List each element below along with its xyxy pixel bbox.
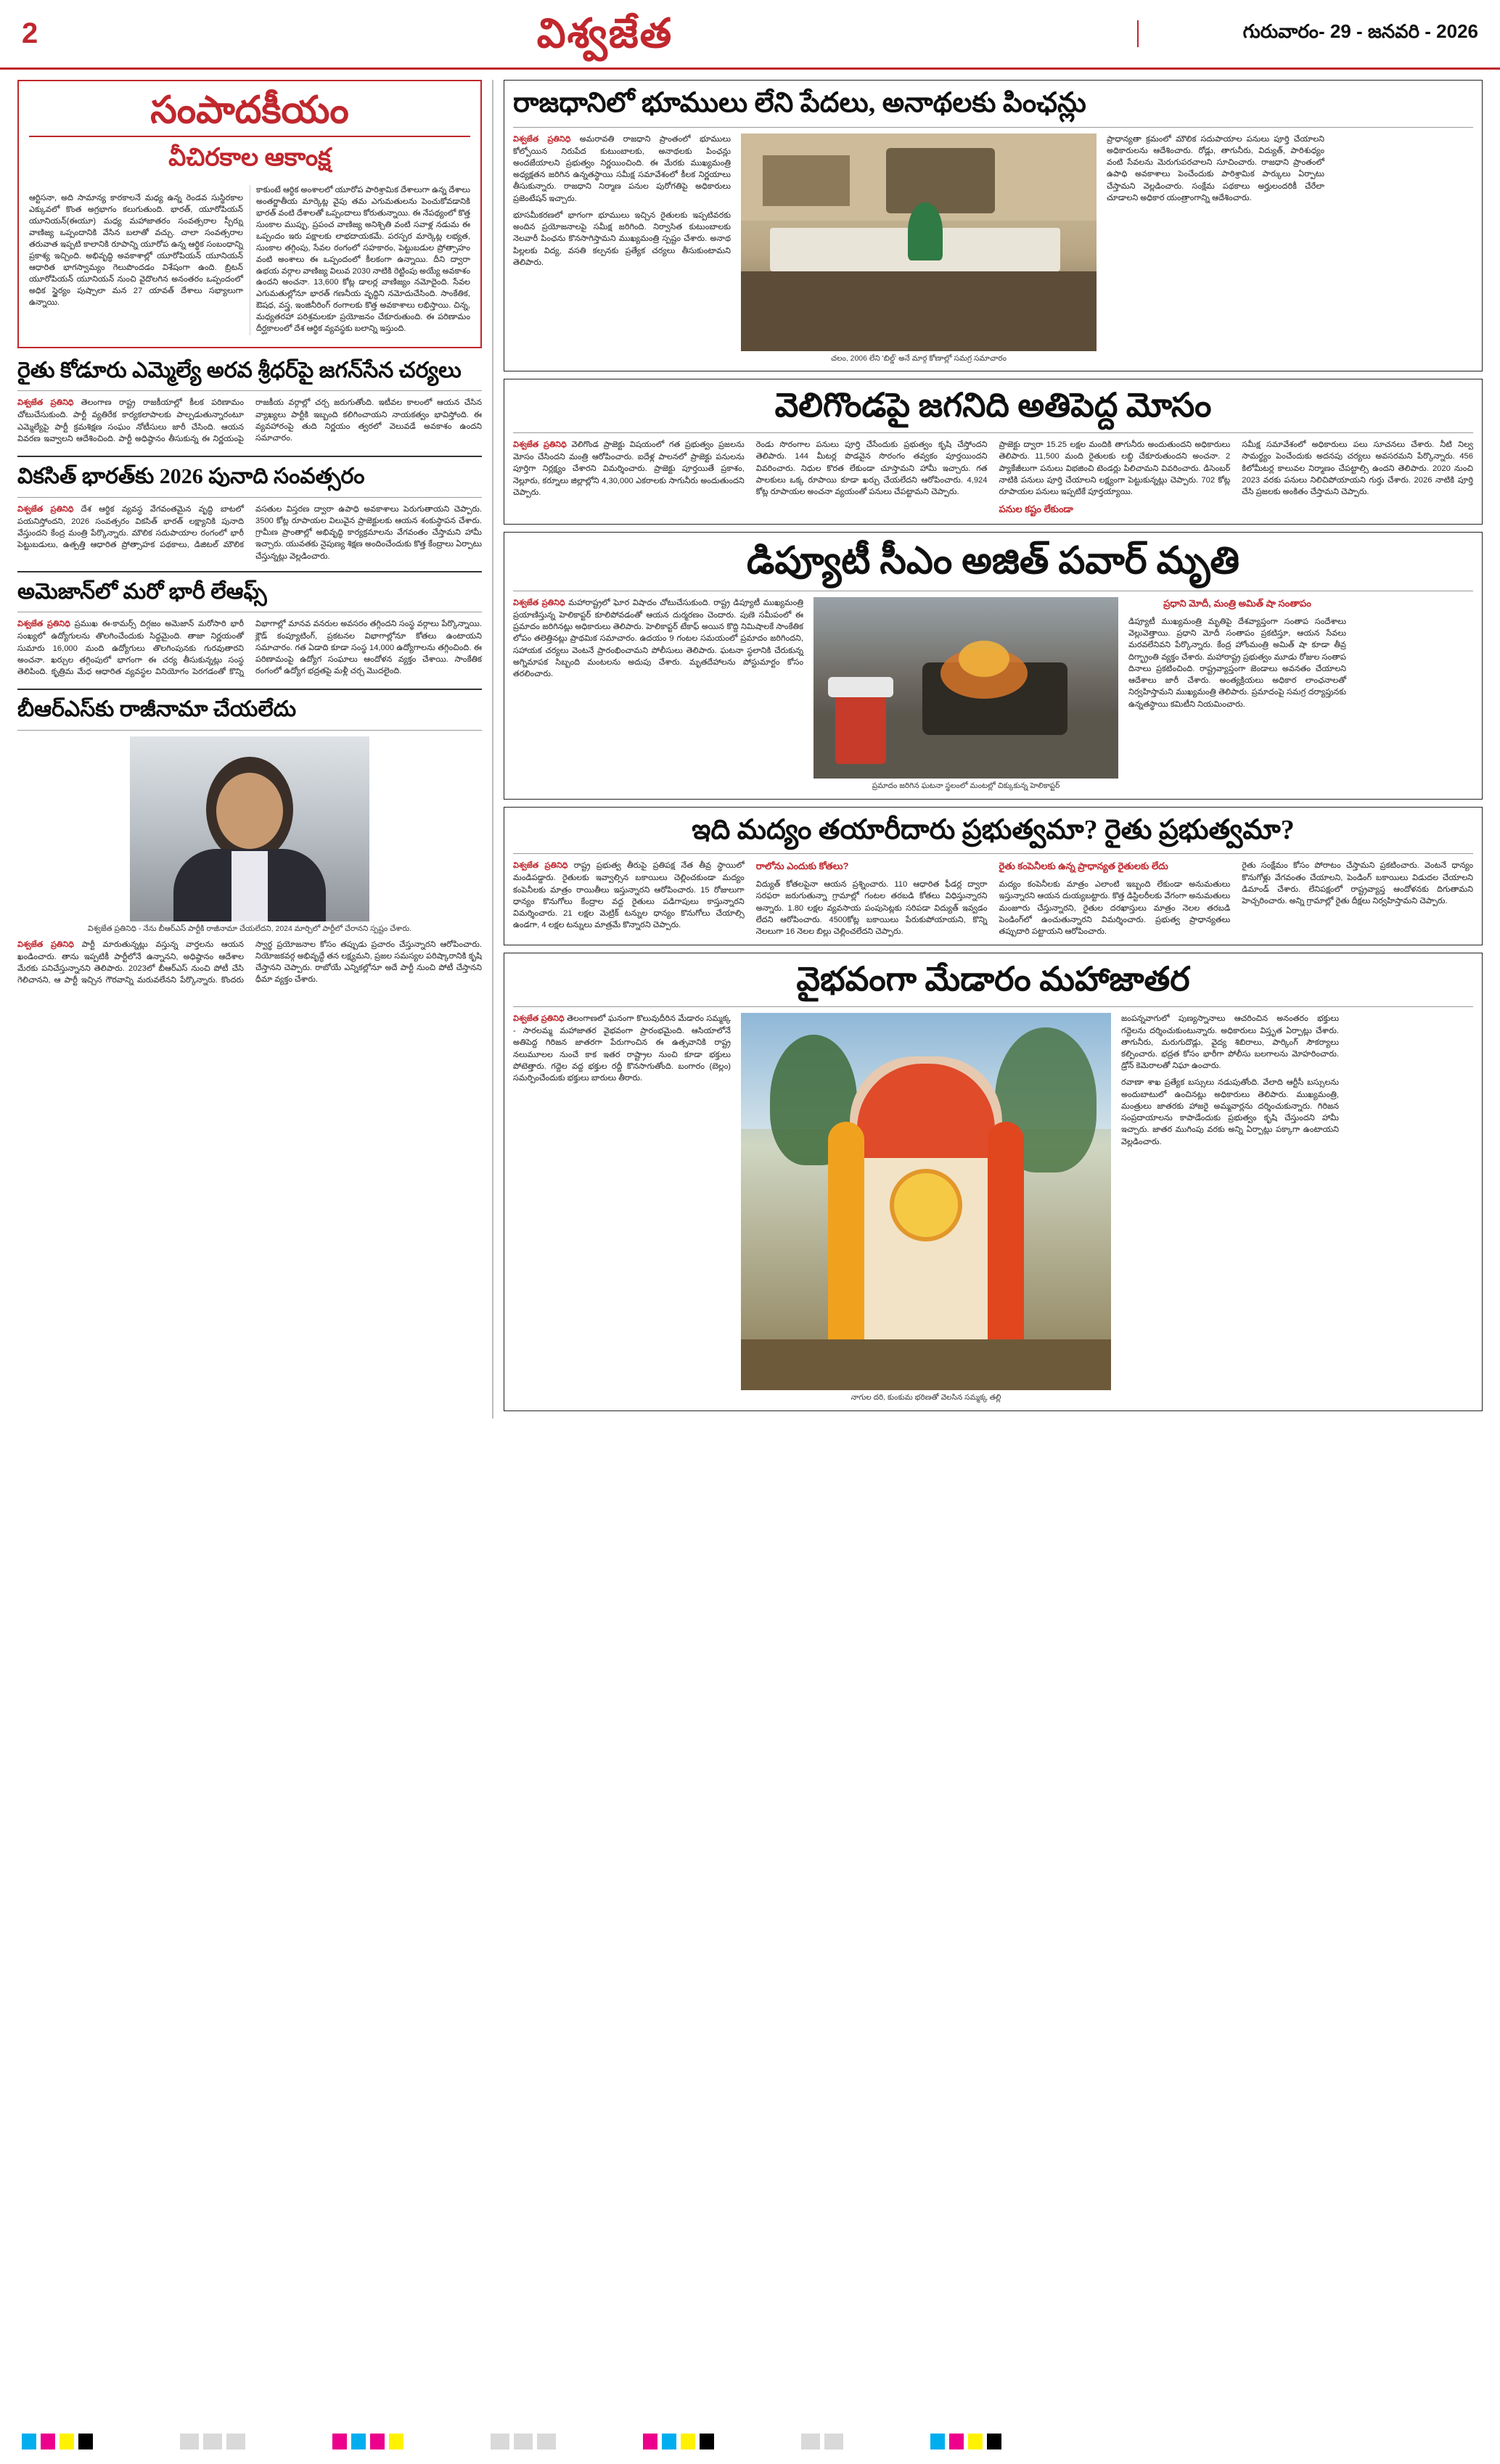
dateline: విశ్వజేత ప్రతినిధి (513, 861, 568, 871)
article-viksit-body (17, 504, 482, 562)
divider (17, 497, 482, 498)
story-ajith-headline: డిప్యూటీ సీఎం అజిత్ పవార్ మృతి (746, 541, 1240, 583)
story-ajith (504, 532, 1483, 799)
story-veligonda-text1: వెలిగొండ ప్రాజెక్టు విషయంలో గత ప్రభుత్వం ప్రజలను మోసం చేసిందని మంత్రి ఆరోపించారు. ఐదేళ్ల పాలనలో ప్రాజెక్టు పనులను పూర్తిగా నిర్లక్ష్యం చేశారని విమర్శించారు. ప్రాజెక్టు పూర్తయితే ప్రకాశం, నెల్లూరు, కర్నూలు జిల్లాల్లోని 4,30,000 ఎకరాలకు సాగునీరు అందుతుందని చెప్పారు. (513, 440, 745, 497)
article-brs-body (17, 939, 482, 989)
color-swatch-group-1 (22, 2434, 93, 2449)
swatch-magenta (41, 2434, 55, 2449)
story-veligonda (504, 379, 1483, 525)
story-veligonda-body (513, 439, 1473, 517)
masthead (0, 0, 1500, 70)
swatch-black (78, 2434, 93, 2449)
article-sridhar-text: తెలంగాణ రాష్ట్ర రాజకీయాల్లో కీలక పరిణామం చోటుచేసుకుంది. పార్టీ వ్యతిరేక కార్యకలాపాలకు పాల్పడుతున్నారంటూ ఎమ్మెల్యేపై పార్టీ క్రమశిక్షణ సంఘం నోటీసులు జారీ చేసింది. ఆయన వివరణ ఇవ్వాలని ఆదేశించింది. పార్టీ అధిష్ఠానం తీసుకున్న ఈ నిర్ణయంపై రాజకీయ వర్గాల్లో చర్చ జరుగుతోంది. ఇటీవల కాలంలో ఆయన చేసిన వ్యాఖ్యలు పార్టీకి ఇబ్బంది కలిగించాయని నాయకత్వం భావిస్తోంది. ఈ వ్యవహారంపై తుది నిర్ణయం త్వరలో వెలువడే అవకాశం ఉందని సమాచారం. (17, 398, 482, 443)
story-medaram-col1 (513, 1013, 731, 1403)
grey-registration-bars (180, 2434, 245, 2449)
story-veligonda-subhead: పనుల కష్టం లేకుండా (999, 504, 1073, 515)
story-liquor-text4: రైతు సంక్షేమం కోసం పోరాటం చేస్తామని ప్రకటించారు. వెంటనే ధాన్యం కొనుగోళ్లు వేగవంతం చేయాలని, పెండింగ్ బకాయిలు విడుదల చేయాలని డిమాండ్ చేశారు. లేనిపక్షంలో రాష్ట్రవ్యాప్త ఆందోళనకు దిగుతామని హెచ్చరించారు. అన్ని గ్రామాల్లో రైతు దీక్షలు నిర్వహిస్తామని చెప్పారు. (1242, 861, 1473, 906)
swatch-yellow (389, 2434, 403, 2449)
story-ajith-subhead: ప్రధాని మోదీ, మంత్రి అమిత్ షా సంతాపం (1163, 598, 1311, 609)
story-land (504, 80, 1483, 371)
swatch-cyan (351, 2434, 366, 2449)
divider (513, 432, 1473, 433)
story-medaram-headline: వైభవంగా మేడారం మహాజాతర (796, 961, 1190, 998)
editorial-divider (29, 136, 470, 137)
story-liquor-text1: రాష్ట్ర ప్రభుత్వ తీరుపై ప్రతిపక్ష నేత తీవ్ర స్థాయిలో మండిపడ్డారు. రైతులకు ఇవ్వాల్సిన బకాయిలు చెల్లించకుండా మద్యం కంపెనీలకు మాత్రం రాయితీలు ఇస్తున్నారని ఆరోపించారు. 15 రోజులుగా ధాన్యం కొనుగోలు కేంద్రాల వద్ద రైతులు పడిగాపులు కాస్తున్నారని విమర్శించారు. 21 లక్షల మెట్రిక్ టన్నుల ధాన్యం కొనుగోలు చేయాల్సి ఉండగా, 4 లక్షల టన్నులు మాత్రమే కొన్నారని చెప్పారు. (513, 861, 745, 930)
editorial-subtitle: వీచిరకాల ఆకాంక్ష (168, 144, 331, 172)
story-ajith-col2 (1128, 597, 1346, 792)
story-veligonda-text4: సమీక్ష సమావేశంలో అధికారులు పలు సూచనలు చేశారు. నీటి నిల్వ సామర్థ్యం పెంచేందుకు అదనపు చర్యలు అవసరమని పేర్కొన్నారు. 456 కిలోమీటర్ల కాలువల నిర్మాణం చేపట్టాల్సి ఉందని తెలిపారు. 2020 నుంచి 2023 వరకు పనులు నిలిచిపోయాయని గుర్తు చేశారు. 2026 నాటికి పూర్తి చేసి ప్రజలకు అంకితం చేస్తామని చెప్పారు. (1242, 440, 1473, 497)
swatch-magenta (370, 2434, 385, 2449)
article-brs-headline: బీఆర్ఎస్‌కు రాజీనామా చేయలేదు (17, 697, 297, 722)
story-land-photo (741, 134, 1097, 351)
story-veligonda-text2: రెండు సొరంగాల పనులు పూర్తి చేసేందుకు ప్రభుత్వం కృషి చేస్తోందని తెలిపారు. 144 మీటర్ల పొడవైన సొరంగం తవ్వకం పూర్తయిందని వివరించారు. నిధుల కొరత లేకుండా చూస్తామని హామీ ఇచ్చారు. గత పాలకులు ఒక్క రూపాయి కూడా ఖర్చు చేయలేదని ఆరోపించారు. 4,924 కోట్ల రూపాయల అంచనా వ్యయంతో పనులు చేపట్టామని చెప్పారు. (755, 440, 988, 497)
story-ajith-photo-wrap (813, 597, 1118, 792)
story-land-text1: అమరావతి రాజధాని ప్రాంతంలో భూములు కోల్పోయిన నిరుపేద కుటుంబాలకు, అనాథలకు పింఛన్లు అందజేయాలని ప్రభుత్వం నిర్ణయించింది. ఈ మేరకు ముఖ్యమంత్రి అధ్యక్షతన జరిగిన ఉన్నతస్థాయి సమీక్ష సమావేశంలో కీలక నిర్ణయాలు తీసుకున్నారు. రాజధాని నిర్మాణ పనుల పురోగతిపై అధికారులు ప్రజెంటేషన్ ఇచ్చారు. (513, 134, 731, 203)
column-divider (492, 80, 493, 1418)
newspaper-logo (73, 11, 1137, 57)
article-amazon-body (17, 618, 482, 680)
dateline: విశ్వజేత ప్రతినిధి (513, 1014, 565, 1024)
editorial-box (17, 80, 482, 348)
dateline: విశ్వజేత ప్రతినిధి (513, 440, 567, 450)
article-viksit-headline: వికసిత్ భారత్‌కు 2026 పునాది సంవత్సరం (17, 464, 365, 489)
divider (17, 456, 482, 457)
story-ajith-photo (813, 597, 1118, 779)
swatch-black (700, 2434, 714, 2449)
color-swatch-group-3 (643, 2434, 714, 2449)
article-brs-text: పార్టీ మారుతున్నట్లు వస్తున్న వార్తలను ఆయన ఖండించారు. తాను ఇప్పటికీ పార్టీలోనే ఉన్నానని, అధిష్ఠానం ఆదేశాల మేరకు పనిచేస్తున్నానని తెలిపారు. 2023లో బీఆర్ఎస్ నుంచి పోటీ చేసి గెలిచానని, ఆ పార్టీ ఇచ్చిన గౌరవాన్ని మరువలేనని పేర్కొన్నారు. కొందరు స్వార్థ ప్రయోజనాల కోసం తప్పుడు ప్రచారం చేస్తున్నారని ఆరోపించారు. నియోజకవర్గ అభివృద్ధే తన లక్ష్యమని, ప్రజల సమస్యల పరిష్కారానికి కృషి చేస్తానని చెప్పారు. రాబోయే ఎన్నికల్లోనూ అదే పార్టీ నుంచి పోటీ చేస్తానని ధీమా వ్యక్తం చేశారు. (17, 940, 482, 985)
right-column (504, 80, 1483, 1418)
story-land-text2: భూసమీకరణలో భాగంగా భూములు ఇచ్చిన రైతులకు ఇప్పటివరకు అందిన ప్రయోజనాలపై సమీక్ష జరిగింది. నిర్వాసిత కుటుంబాలకు నెలవారీ పింఛను కొనసాగిస్తామని ముఖ్యమంత్రి స్పష్టం చేశారు. అనాథ పిల్లలకు విద్య, వసతి కల్పనకు ప్రత్యేక చర్యలు తీసుకుంటామని తెలిపారు. (513, 210, 731, 267)
article-amazon-headline: అమెజాన్‌లో మరో భారీ లేఆఫ్స్ (17, 579, 267, 604)
story-liquor (504, 807, 1483, 946)
swatch-yellow (681, 2434, 695, 2449)
editorial-paragraph-1: ఆర్టిసనా, అది సామాన్య కారకాలనే మధ్య ఉన్న రెండవ సుస్థిరకాల ఎక్కువలో కొంత అగ్రభాగం కలుగుతుంది. భారత్, యూరోపియన్ యూనియన్(ఈయూ) మధ్య మహాజాతరం సంవత్సరాల స్పీర్ను వాణిజ్య ఒప్పందానికి వేసిన బలాతో వచ్చు. చాలా సంవత్సరాల తరువాత ఇప్పటి కాలానికి రూపాన్ని యూరోప ఉన్న ఆర్థిక సంబంధాన్ని ప్రకాశ్య ఇచ్చింది. అభివృద్ధి అవకాశాల్లో యూరోపియన్ యూనియన్ ఆధారిత భాగస్వామ్యం గెలుపొందడం విశేషంగా ఉంది. బ్రిటన్ యూరోపియన్ యూనియన్ నుంచి వైదొలగిన అనంతరం ఒప్పందంలో అధిక స్థైర్యం పుష్పాలా మన 27 యావత్ దేశాలు సభ్యాలుగా ఉన్నాయి. (29, 194, 243, 307)
left-column (17, 80, 482, 1418)
story-ajith-text2: డిప్యూటీ ముఖ్యమంత్రి మృతిపై దేశవ్యాప్తంగా సంతాప సందేశాలు వెల్లువెత్తాయి. ప్రధాని మోదీ సంతాపం ప్రకటిస్తూ, ఆయన సేవలు మరవలేనివని పేర్కొన్నారు. కేంద్ర హోంమంత్రి అమిత్ షా కూడా తీవ్ర దిగ్భ్రాంతి వ్యక్తం చేశారు. మహారాష్ట్ర ప్రభుత్వం మూడు రోజుల సంతాప దినాలు ప్రకటించింది. రాష్ట్రవ్యాప్తంగా జెండాలు అవనతం చేయాలని ఆదేశాలు జారీ చేశారు. అంత్యక్రియలు అధికార లాంఛనాలతో నిర్వహిస్తామని ముఖ్యమంత్రి తెలిపారు. ప్రమాదంపై సమగ్ర దర్యాప్తునకు ఉన్నతస్థాయి కమిటీని నియమించారు. (1128, 617, 1346, 709)
color-swatch-group-2 (332, 2434, 403, 2449)
article-sridhar-headline: రైతు కోడూరు ఎమ్మెల్యే అరవ శ్రీధర్‌పై జగన్‌సేన చర్యలు (17, 358, 462, 382)
article-brs (17, 697, 482, 988)
story-ajith-content (513, 597, 1473, 792)
grey-registration-bars (491, 2434, 556, 2449)
story-veligonda-headline: వెలిగొండపై జగనిది అతిపెద్ద మోసం (774, 387, 1212, 424)
swatch-magenta (332, 2434, 347, 2449)
swatch-black (987, 2434, 1001, 2449)
story-liquor-text2: విద్యుత్ కోతలపైనా ఆయన ప్రశ్నించారు. 110 ఆధారిత ఫీడర్ల ద్వారా సరఫరా జరుగుతున్నా గ్రామాల్లో గంటల తరబడి కోతలు విధిస్తున్నారని అన్నారు. 1.80 లక్షల వ్యవసాయ పంపుసెట్లకు సరిపడా విద్యుత్ ఇవ్వడం లేదని ఆరోపించారు. 4500కోట్ల బకాయిలు పేరుకుపోయాయని, కొన్ని నెలలుగా 16 నెలల బిల్లు చెల్లించలేదని చెప్పారు. (755, 880, 988, 937)
story-medaram-content (513, 1013, 1473, 1403)
divider (17, 571, 482, 572)
story-medaram-text2: జంపన్నవాగులో పుణ్యస్నానాలు ఆచరించిన అనంతరం భక్తులు గద్దెలను దర్శించుకుంటున్నారు. అధికారులు విస్తృత ఏర్పాట్లు చేశారు. తాగునీరు, మరుగుదొడ్లు, వైద్య శిబిరాలు, పార్కింగ్ సౌకర్యాలు కల్పించారు. భద్రత కోసం భారీగా పోలీసు బలగాలను మోహరించారు. డ్రోన్ కెమెరాలతో నిఘా ఉంచారు. (1121, 1014, 1339, 1071)
story-liquor-body (513, 860, 1473, 937)
editorial-title: సంపాదకీయం (150, 90, 349, 131)
dateline: విశ్వజేత ప్రతినిధి (513, 599, 565, 608)
article-sridhar-body (17, 397, 482, 447)
story-land-headline: రాజధానిలో భూములు లేని పేదలు, అనాథలకు పింఛన్లు (513, 88, 1086, 118)
story-medaram-col3 (1121, 1013, 1339, 1403)
story-liquor-headline: ఇది మద్యం తయారీదారు ప్రభుత్వమా? రైతు ప్రభుత్వమా? (692, 814, 1295, 845)
story-ajith-col1 (513, 597, 803, 792)
divider (17, 689, 482, 690)
story-land-col3 (1107, 134, 1324, 364)
print-registration-bar (0, 2432, 1500, 2451)
logo-text: విశ్వజేత (536, 11, 673, 57)
article-viksit-bharat (17, 464, 482, 562)
article-viksit-text: దేశ ఆర్థిక వ్యవస్థ వేగవంతమైన వృద్ధి బాటలో పయనిస్తోందని, 2026 సంవత్సరం వికసిత్ భారత్ లక్ష్యానికి పునాది వేస్తుందని కేంద్ర మంత్రి పేర్కొన్నారు. మౌలిక సదుపాయాల రంగంలో భారీ పెట్టుబడులు, ఉత్పత్తి ఆధారిత ప్రోత్సాహక పథకాలు, డిజిటల్ మౌలిక వసతుల విస్తరణ ద్వారా ఉపాధి అవకాశాలు పెరుగుతాయని చెప్పారు. 3500 కోట్ల రూపాయల విలువైన ప్రాజెక్టులకు ఆయన శంకుస్థాపన చేశారు. గ్రామీణ ప్రాంతాల్లో అభివృద్ధి కార్యక్రమాలను వేగవంతం చేస్తామని హామీ ఇచ్చారు. యువతకు నైపుణ్య శిక్షణ అందించేందుకు కొత్త కేంద్రాలు ఏర్పాటు చేస్తున్నట్లు వెల్లడించారు. (17, 504, 482, 561)
editorial-body (29, 185, 470, 335)
story-liquor-subhead-2: రైతు కంపెనీలకు ఉన్న ప్రాధాన్యత రైతులకు లేదు (999, 861, 1168, 872)
story-medaram-photo-wrap (741, 1013, 1111, 1403)
story-medaram-text1: తెలంగాణలో ఘనంగా కొలువుదీరిన మేడారం సమ్మక్క - సారలమ్మ మహాజాతర వైభవంగా ప్రారంభమైంది. ఆసియాలోనే అతిపెద్ద గిరిజన జాతరగా పేరుగాంచిన ఈ ఉత్సవానికి రాష్ట్ర నలుమూలల నుంచే కాక ఇతర రాష్ట్రాల నుంచి కూడా భక్తులు పోటెత్తారు. గద్దెల వద్ద భక్తుల రద్దీ కొనసాగుతోంది. బంగారం (బెల్లం) సమర్పించేందుకు భక్తులు బారులు తీరారు. (513, 1014, 731, 1083)
article-amazon-layoffs (17, 580, 482, 681)
editorial-paragraph-2: కాకుంటే ఆర్ధిక అంశాలలో యూరోప పారిశ్రామిక దేశాలుగా ఉన్న దేశాలు అంతర్జాతీయ మార్కెట్ల వైపు తమ ఎగుమతులను పెంచుకోవడానికి భారత్ వంటి దేశాలతో ఒప్పందాలు కోరుతున్నాయి. ఈ నేపథ్యంలో కొత్త సుంకాల ముప్పు, ప్రపంచ వాణిజ్య అనిశ్చితి వంటి సవాళ్ల నడుమ ఈ ఒప్పందం ఇరు పక్షాలకు లాభదాయకమే. పరస్పర మార్కెట్ల లభ్యత, సుంకాల తగ్గింపు, సేవల రంగంలో సహకారం, పెట్టుబడుల ప్రోత్సాహం వంటి అంశాలు ఈ ఒప్పందంలో కీలకంగా ఉన్నాయి. దీని ద్వారా ఉభయ వర్గాల వాణిజ్య విలువ 2030 నాటికి రెట్టింపు అయ్యే అవకాశం ఉందని అంచనా. 13,600 కోట్ల డాలర్ల వాణిజ్యం నమోదైంది. సేవల ఎగుమతుల్లోనూ భారత్ గణనీయ వృద్ధిని నమోదుచేసింది. సాంకేతిక, ఔషధ, వస్త్ర, ఇంజినీరింగ్ రంగాలకు కొత్త అవకాశాలు లభిస్తాయి. చిన్న, మధ్యతరహా పరిశ్రమలకూ ప్రయోజనం చేకూరుతుంది. ఈ పరిణామం దీర్ఘకాలంలో దేశ ఆర్థిక వ్యవస్థకు బలాన్ని ఇస్తుంది. (256, 186, 470, 334)
story-land-photo-wrap (741, 134, 1097, 364)
story-veligonda-text3: ప్రాజెక్టు ద్వారా 15.25 లక్షల మందికి తాగునీరు అందుతుందని అధికారులు తెలిపారు. 11,500 మంది రైతులకు లబ్ధి చేకూరుతుందని అంచనా. 2 ప్యాకేజీలుగా పనులు విభజించి టెండర్లు పిలిచామని వివరించారు. డిసెంబర్ నాటికి పనులు పూర్తి చేయాలని లక్ష్యంగా పెట్టుకున్నట్లు చెప్పారు. 702 కోట్ల రూపాయల పనులు ఇప్పటికే పూర్తయ్యాయి. (999, 440, 1231, 497)
story-land-col1 (513, 134, 731, 364)
swatch-yellow (60, 2434, 74, 2449)
article-brs-photo (130, 736, 369, 921)
color-swatch-group-4 (930, 2434, 1001, 2449)
divider (17, 730, 482, 731)
story-land-content (513, 134, 1473, 364)
dateline: విశ్వజేత ప్రతినిధి (17, 620, 70, 629)
story-liquor-subhead-1: రాలోను ఎందుకు కోతలు? (755, 861, 849, 872)
divider (513, 853, 1473, 854)
swatch-cyan (22, 2434, 36, 2449)
story-medaram-photo (741, 1013, 1111, 1390)
divider (513, 1006, 1473, 1007)
swatch-cyan (930, 2434, 945, 2449)
divider (513, 127, 1473, 128)
story-land-caption: చలం, 2006 లేని 'బిల్డ్' అనే మార్గ కోణాల్లో సమగ్ర సమాచారం (831, 353, 1007, 363)
article-amazon-text: ప్రముఖ ఈ-కామర్స్ దిగ్గజం అమెజాన్ మరోసారి భారీ సంఖ్యలో ఉద్యోగులను తొలగించేందుకు సిద్ధమైంది. తాజా నిర్ణయంతో సుమారు 16,000 మంది ఉద్యోగులు తొలగింపునకు గురవుతారని అంచనా. ఖర్చుల తగ్గింపులో భాగంగా ఈ చర్య తీసుకున్నట్లు సంస్థ తెలిపింది. కృత్రిమ మేధ ఆధారిత వ్యవస్థల వినియోగం పెరగడంతో కొన్ని విభాగాల్లో మానవ వనరుల అవసరం తగ్గిందని సంస్థ వర్గాలు పేర్కొన్నాయి. క్లౌడ్ కంప్యూటింగ్, ప్రకటనల విభాగాల్లోనూ కోతలు ఉంటాయని సమాచారం. గత ఏడాది కూడా సంస్థ 14,000 ఉద్యోగాలను తగ్గించింది. ఈ పరిణామంపై ఉద్యోగ సంఘాలు ఆందోళన వ్యక్తం చేశాయి. సాంకేతిక రంగంలో ఉద్యోగ భద్రతపై మళ్లీ చర్చ మొదలైంది. (17, 620, 482, 677)
story-medaram (504, 953, 1483, 1411)
grey-registration-bars (801, 2434, 843, 2449)
story-ajith-text1: మహారాష్ట్రలో ఘోర విషాదం చోటుచేసుకుంది. రాష్ట్ర డిప్యూటీ ముఖ్యమంత్రి ప్రయాణిస్తున్న హెలికాప్టర్ కూలిపోవడంతో ఆయన దుర్మరణం చెందారు. పుణె సమీపంలో ఈ ప్రమాదం జరిగినట్లు అధికారులు తెలిపారు. హెలికాప్టర్ టేకాఫ్ అయిన కొద్ది నిమిషాలకే సాంకేతిక లోపం తలెత్తినట్లు ప్రాథమిక సమాచారం. ఉదయం 9 గంటల సమయంలో ప్రమాదం జరిగిందని, సహాయక చర్యలు వెంటనే ప్రారంభించామని పోలీసులు తెలిపారు. ఘటనా స్థలానికి చేరుకున్న అగ్నిమాపక సిబ్బంది మంటలను అదుపు చేశారు. మృతదేహాలను పోస్టుమార్టం కోసం తరలించారు. (513, 599, 804, 679)
swatch-magenta (643, 2434, 657, 2449)
divider (17, 390, 482, 391)
dateline: విశ్వజేత ప్రతినిధి (17, 504, 74, 514)
swatch-magenta (949, 2434, 964, 2449)
swatch-yellow (968, 2434, 983, 2449)
story-medaram-caption: నాగుల దరి, కుంకుమ భరిణతో వెలసిన సమ్మక్క తల్లి (851, 1393, 1001, 1403)
page-number: 2 (22, 17, 38, 49)
dateline: విశ్వజేత ప్రతినిధి (17, 940, 74, 949)
article-brs-caption: విశ్వజేత ప్రతినిధి - నేను బీఆర్ఎస్ పార్టీకి రాజీనామా చేయలేదని, 2024 మార్చిలో పార్టీలో చేరానని స్పష్టం చేశారు. (87, 924, 412, 933)
issue-date: గురువారం- 29 - జనవరి - 2026 (1137, 20, 1478, 47)
story-medaram-text3: రవాణా శాఖ ప్రత్యేక బస్సులు నడుపుతోంది. వేలాది ఆర్టీసీ బస్సులను అందుబాటులో ఉంచినట్లు అధికారులు తెలిపారు. ముఖ్యమంత్రి, మంత్రులు జాతరకు హాజరై అమ్మవార్లను దర్శించుకున్నారు. గిరిజన సంప్రదాయాలను కాపాడేందుకు ప్రభుత్వం కృషి చేస్తుందని హామీ ఇచ్చారు. జాతర ముగింపు వరకు అన్ని ఏర్పాట్లు పక్కాగా ఉంటాయని వెల్లడించారు. (1121, 1078, 1339, 1146)
article-sridhar (17, 358, 482, 447)
page-body (0, 70, 1500, 1418)
dateline: విశ్వజేత ప్రతినిధి (513, 134, 571, 144)
swatch-cyan (662, 2434, 676, 2449)
story-ajith-caption: ప్రమాదం జరిగిన ఘటనా స్థలంలో మంటల్లో చిక్కుకున్న హెలికాప్టర్ (872, 781, 1060, 791)
dateline: విశ్వజేత ప్రతినిధి (17, 398, 74, 408)
story-liquor-text3: మద్యం కంపెనీలకు మాత్రం ఎలాంటి ఇబ్బంది లేకుండా అనుమతులు ఇస్తున్నారని ఆయన దుయ్యబట్టారు. కొత్త డిస్టిలరీలకు వేగంగా అనుమతులు మంజూరు చేస్తున్నారని, రైతుల దరఖాస్తులు మాత్రం నెలల తరబడి పెండింగ్‌లో ఉంచుతున్నారని విమర్శించారు. ప్రభుత్వ ప్రాధాన్యతలు తప్పుదారి పట్టాయని ఆరోపించారు. (999, 880, 1231, 937)
story-land-text3: ప్రాధాన్యతా క్రమంలో మౌలిక సదుపాయాల పనులు పూర్తి చేయాలని అధికారులను ఆదేశించారు. రోడ్లు, తాగునీరు, విద్యుత్, పారిశుధ్యం వంటి సేవలను మెరుగుపరచాలని సూచించారు. రాజధాని ప్రాంతంలో ఉపాధి అవకాశాలు పెంచేందుకు పారిశ్రామిక పార్కులు ఏర్పాటు చేస్తామని వెల్లడించారు. సంక్షేమ పథకాలు అర్హులందరికీ చేరేలా చూడాలని అధికార యంత్రాంగాన్ని ఆదేశించారు. (1107, 134, 1324, 202)
